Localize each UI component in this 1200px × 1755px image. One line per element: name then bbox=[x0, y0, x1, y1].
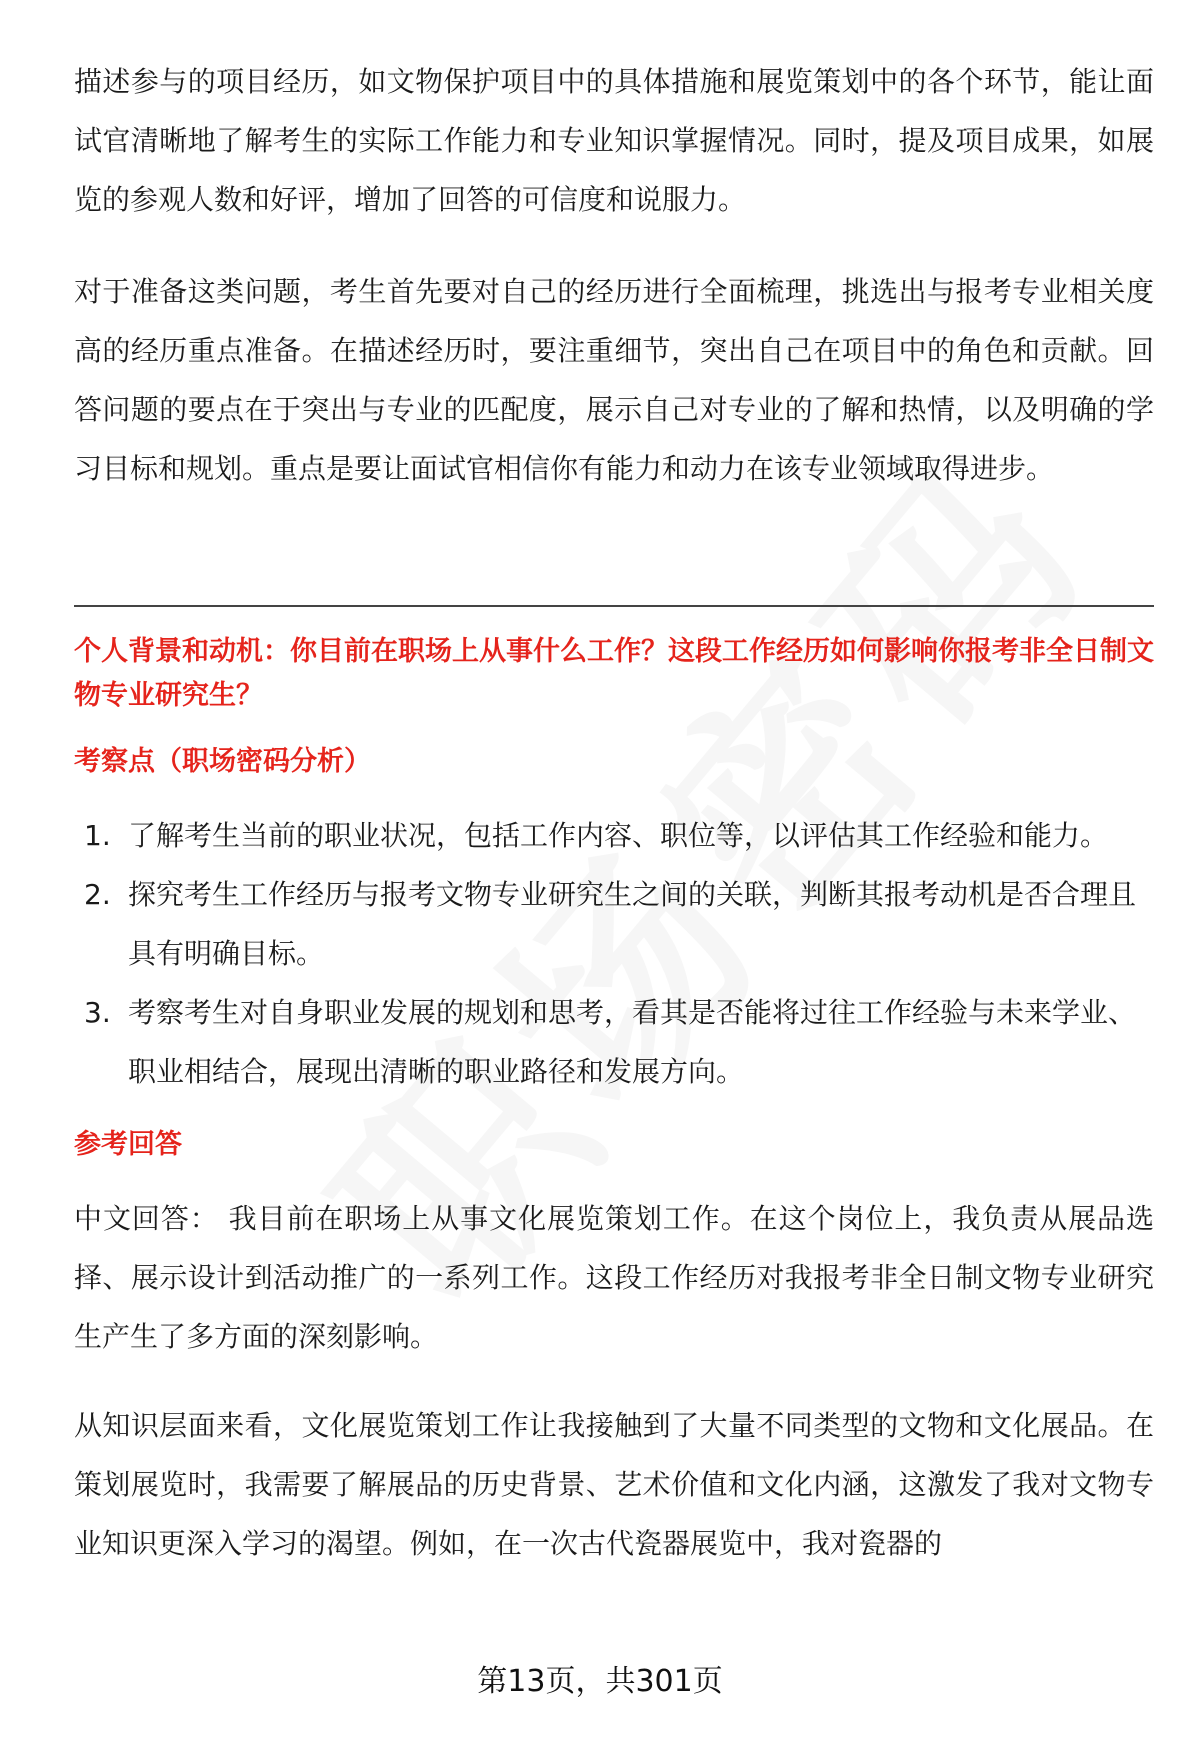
answer-paragraph-1: 中文回答： 我目前在职场上从事文化展览策划工作。在这个岗位上，我负责从展品选择、展示设计到活动推广的一系列工作。这段工作经历对我报考非全日制文物专业研究生产生了多方面的深刻影响。 bbox=[74, 1202, 1154, 1353]
list-item bbox=[74, 806, 1154, 865]
answer-heading: 参考回答 bbox=[74, 1129, 182, 1160]
question-title: 个人背景和动机：你目前在职场上从事什么工作？这段工作经历如何影响你报考非全日制文物专业研究生？ bbox=[74, 636, 1154, 711]
page-number: 第13页，共301页 bbox=[477, 1664, 723, 1699]
intro-section bbox=[74, 52, 1154, 498]
list-item-number: 3. bbox=[84, 996, 111, 1029]
list-item bbox=[74, 865, 1154, 983]
focus-heading: 考察点（职场密码分析） bbox=[74, 746, 371, 777]
list-item-text: 了解考生当前的职业状况，包括工作内容、职位等，以评估其工作经验和能力。 bbox=[128, 819, 1109, 852]
focus-list bbox=[74, 806, 1154, 1101]
question-section bbox=[74, 630, 1154, 1573]
intro-paragraph-2: 对于准备这类问题，考生首先要对自己的经历进行全面梳理，挑选出与报考专业相关度高的经历重点准备。在描述经历时，要注重细节，突出自己在项目中的角色和贡献。回答问题的要点在于突出与专业的匹配度，展示自己对专业的了解和热情，以及明确的学习目标和规划。重点是要让面试官相信你有能力和动力在该专业领域取得进步。 bbox=[74, 275, 1154, 485]
list-item bbox=[74, 983, 1154, 1101]
intro-paragraph-1: 描述参与的项目经历，如文物保护项目中的具体措施和展览策划中的各个环节，能让面试官清晰地了解考生的实际工作能力和专业知识掌握情况。同时，提及项目成果，如展览的参观人数和好评，增加了回答的可信度和说服力。 bbox=[74, 65, 1154, 216]
answer-paragraph-2: 从知识层面来看，文化展览策划工作让我接触到了大量不同类型的文物和文化展品。在策划展览时，我需要了解展品的历史背景、艺术价值和文化内涵，这激发了我对文物专业知识更深入学习的渴望。例如，在一次古代瓷器展览中，我对瓷器的 bbox=[74, 1409, 1154, 1560]
list-item-number: 1. bbox=[84, 819, 111, 852]
section-divider bbox=[74, 605, 1154, 607]
list-item-number: 2. bbox=[84, 878, 111, 911]
list-item-text: 考察考生对自身职业发展的规划和思考，看其是否能将过往工作经验与未来学业、职业相结合，展现出清晰的职业路径和发展方向。 bbox=[128, 996, 1137, 1088]
list-item-text: 探究考生工作经历与报考文物专业研究生之间的关联，判断其报考动机是否合理且具有明确目标。 bbox=[128, 878, 1137, 970]
